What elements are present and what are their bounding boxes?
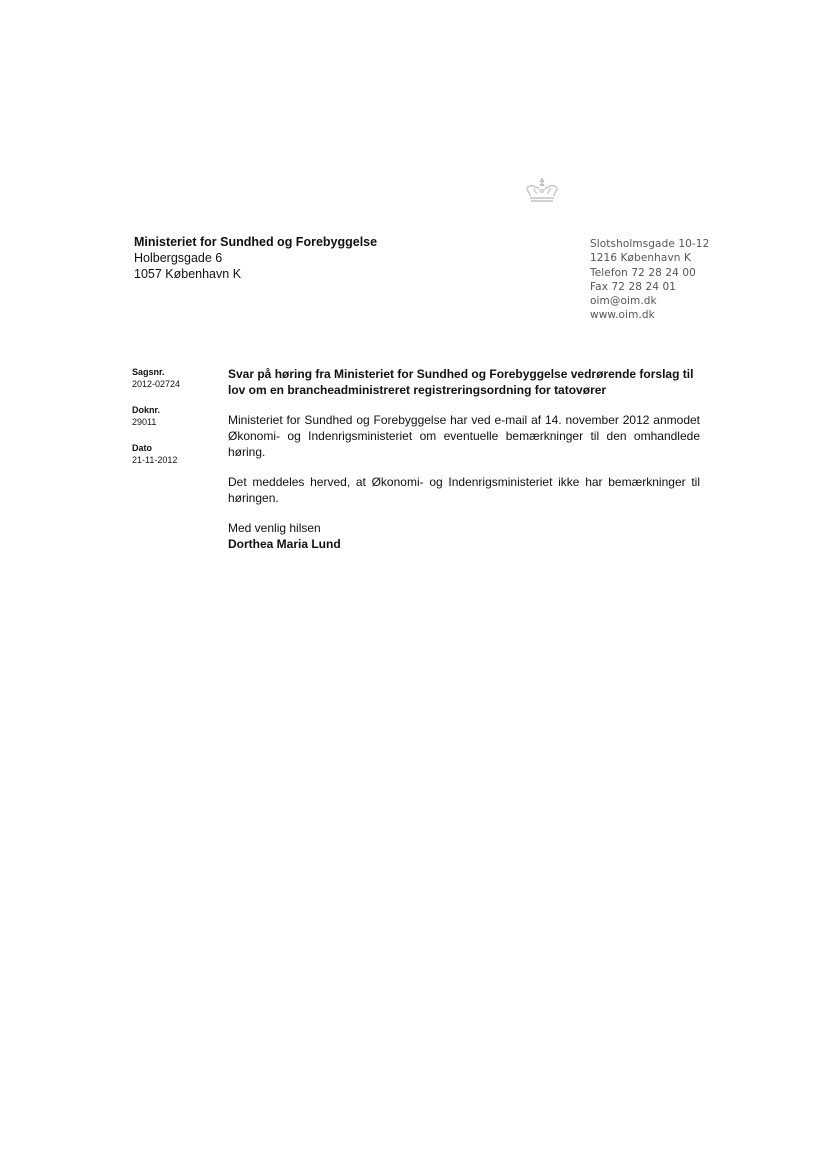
sender-phone: Telefon 72 28 24 00 <box>590 266 696 279</box>
sender-address <box>590 237 709 323</box>
recipient-name: Ministeriet for Sundhed og Forebyggelse <box>134 235 378 249</box>
recipient-city: 1057 København K <box>134 267 242 281</box>
date-block <box>132 442 180 466</box>
document-number-block <box>132 404 180 428</box>
date-value: 21-11-2012 <box>132 455 178 465</box>
recipient-address <box>134 234 377 282</box>
sender-web: www.oim.dk <box>590 309 655 322</box>
sender-city: 1216 København K <box>590 252 691 265</box>
case-number-value: 2012-02724 <box>132 379 181 389</box>
document-number-label: Doknr. <box>132 405 161 415</box>
date-label: Dato <box>132 443 152 453</box>
document-metadata <box>132 366 180 480</box>
recipient-street: Holbergsgade 6 <box>134 251 223 265</box>
letter-paragraph: Ministeriet for Sundhed og Forebyggelse har ved e-mail af 14. november 2012 anmodet Økonomi- og Indenrigsministeriet om eventuelle bemærkninger til den omhandlede høring. <box>228 413 700 459</box>
letter-paragraph: Det meddeles herved, at Økonomi- og Indenrigsministeriet ikke har bemærkninger til høringen. <box>228 475 700 505</box>
sender-fax: Fax 72 28 24 01 <box>590 280 677 293</box>
letter-closing: Med venlig hilsen <box>228 521 321 535</box>
crown-icon <box>524 177 560 205</box>
case-number-label: Sagsnr. <box>132 367 165 377</box>
letter-signature: Dorthea Maria Lund <box>228 537 341 551</box>
sender-email: oim@oim.dk <box>590 295 657 308</box>
letter-body <box>228 366 700 552</box>
letter-subject: Svar på høring fra Ministeriet for Sundhed og Forebyggelse vedrørende forslag til lov om en brancheadministreret registreringsordning for tatovører <box>228 367 694 397</box>
document-number-value: 29011 <box>132 417 157 427</box>
sender-street: Slotsholmsgade 10-12 <box>590 238 710 250</box>
case-number-block <box>132 366 180 390</box>
